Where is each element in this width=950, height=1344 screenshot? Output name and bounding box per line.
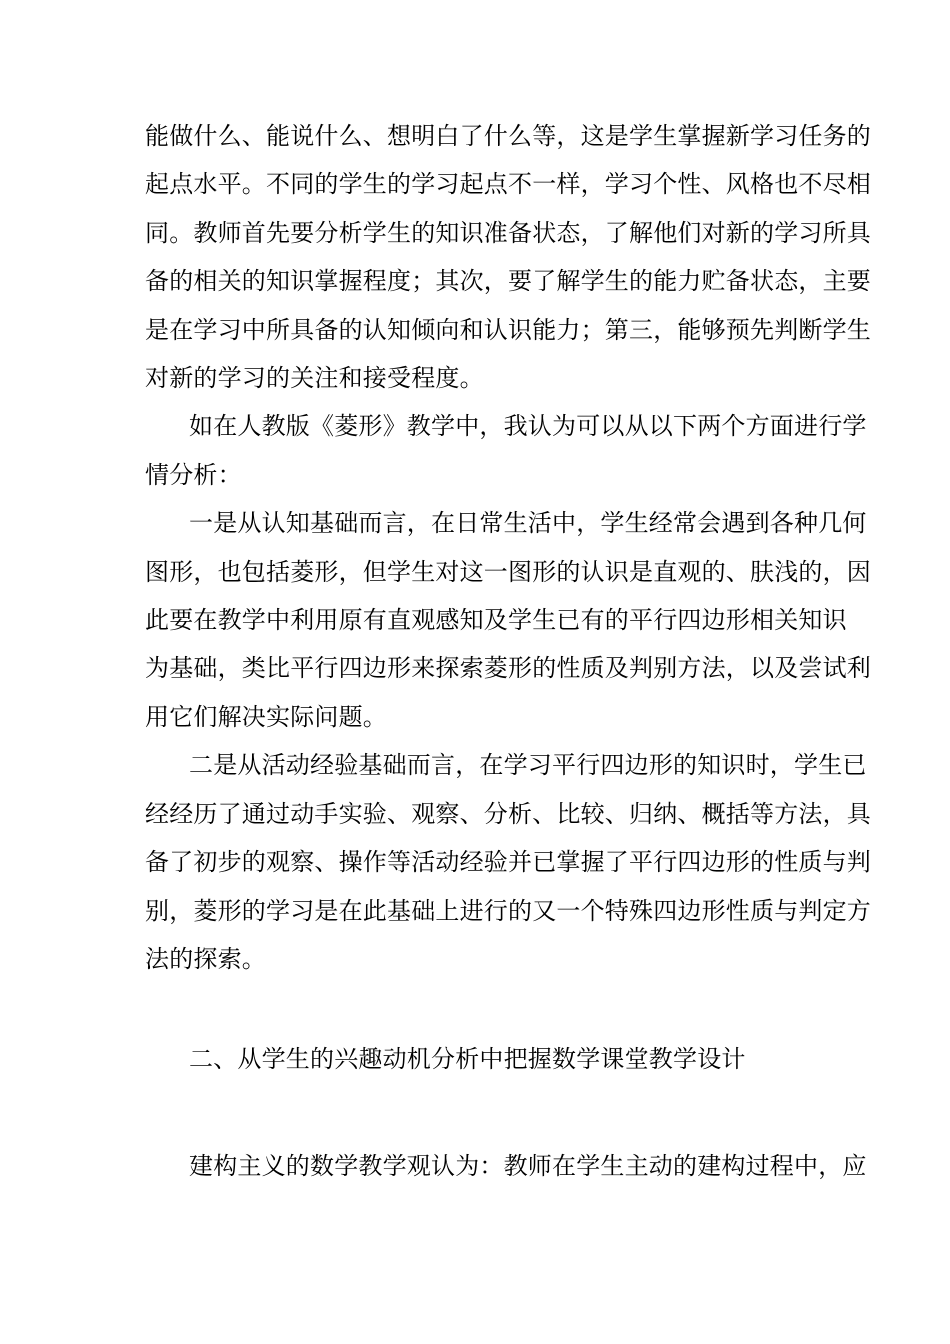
text-line: 是在学习中所具备的认知倾向和认识能力；第三，能够预先判断学生 — [145, 315, 871, 344]
text-line: 图形，也包括菱形，但学生对这一图形的认识是直观的、肤浅的，因 — [145, 557, 871, 586]
paragraph-activity-experience — [145, 741, 871, 983]
paragraph-rhombus-example — [145, 402, 867, 499]
text-line: 经经历了通过动手实验、观察、分析、比较、归纳、概括等方法，具 — [145, 799, 871, 828]
text-line: 建构主义的数学教学观认为：教师在学生主动的建构过程中，应 — [189, 1151, 867, 1180]
section-heading: 二、从学生的兴趣动机分析中把握数学课堂教学设计 — [189, 1045, 746, 1074]
text-line: 别，菱形的学习是在此基础上进行的又一个特殊四边形性质与判定方 — [145, 896, 871, 925]
text-line: 同。教师首先要分析学生的知识准备状态，了解他们对新的学习所具 — [145, 218, 871, 247]
text-line: 起点水平。不同的学生的学习起点不一样，学习个性、风格也不尽相 — [145, 170, 871, 199]
text-line: 能做什么、能说什么、想明白了什么等，这是学生掌握新学习任务的 — [145, 122, 871, 150]
text-line: 法的探索。 — [145, 944, 266, 973]
paragraph-cognitive-basis — [145, 499, 871, 741]
text-line: 一是从认知基础而言，在日常生活中，学生经常会遇到各种几何 — [189, 509, 867, 538]
text-line: 情分析： — [145, 460, 242, 489]
text-line: 如在人教版《菱形》教学中，我认为可以从以下两个方面进行学 — [189, 412, 867, 441]
paragraph-student-level — [145, 112, 871, 402]
text-line: 备的相关的知识掌握程度；其次，要了解学生的能力贮备状态，主要 — [145, 267, 871, 296]
text-line: 二是从活动经验基础而言，在学习平行四边形的知识时，学生已 — [189, 751, 867, 780]
text-line: 用它们解决实际问题。 — [145, 702, 387, 731]
text-line: 备了初步的观察、操作等活动经验并已掌握了平行四边形的性质与判 — [145, 848, 871, 877]
document-page — [145, 112, 871, 1190]
text-line: 此要在教学中利用原有直观感知及学生已有的平行四边形相关知识 — [145, 606, 847, 635]
text-line: 对新的学习的关注和接受程度。 — [145, 364, 484, 393]
text-line: 为基础，类比平行四边形来探索菱形的性质及判别方法，以及尝试利 — [145, 654, 871, 683]
